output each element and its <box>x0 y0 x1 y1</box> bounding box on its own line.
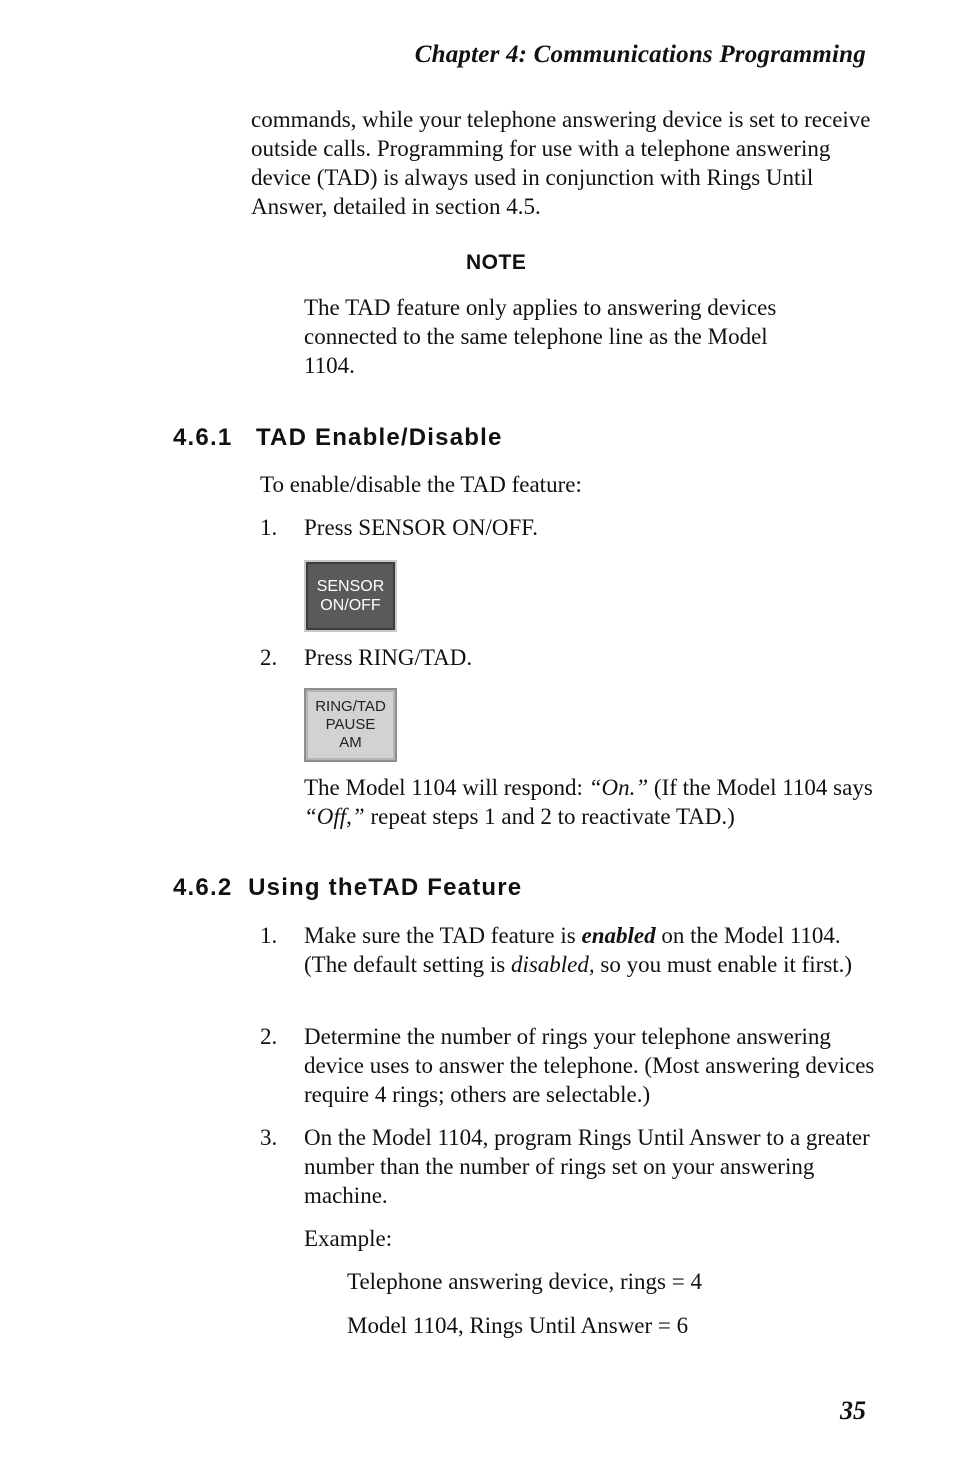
example-line-2: Model 1104, Rings Until Answer = 6 <box>347 1313 689 1338</box>
step-text-part: so you must enable it first.) <box>594 952 853 977</box>
using-step-3 <box>260 1123 875 1210</box>
step-text: Determine the number of rings your telephone answering device uses to answer the telephone. (Most answering devices require 4 rings; others are selectable.) <box>304 1024 875 1107</box>
example-label: Example: <box>304 1226 393 1251</box>
key-label: PAUSE <box>325 716 376 733</box>
step-2-ring-tad <box>260 643 875 672</box>
key-label: AM <box>339 734 362 751</box>
step-text: On the Model 1104, program Rings Until Answer to a greater number than the number of rings set on your answering machine. <box>304 1125 870 1208</box>
ring-tad-key <box>304 688 397 762</box>
step-number: 2. <box>260 1024 278 1049</box>
key-label: ON/OFF <box>320 597 381 614</box>
step-number: 2. <box>260 645 278 670</box>
chapter-header: Chapter 4: Communications Programming <box>414 41 866 68</box>
step-text-part: Make sure the TAD feature is <box>304 923 582 948</box>
section-heading-using-tad: 4.6.2 Using theTAD Feature <box>173 874 523 901</box>
key-label: RING/TAD <box>315 698 386 715</box>
response-on: “On.” <box>588 775 649 800</box>
key-label: SENSOR <box>316 578 385 595</box>
response-text: The Model 1104 will respond: <box>304 775 589 800</box>
response-off: “Off,” <box>304 804 365 829</box>
response-paragraph <box>304 773 874 831</box>
response-text: (If the Model 1104 says <box>648 775 873 800</box>
step-text <box>304 921 875 979</box>
response-text: repeat steps 1 and 2 to reactivate TAD.) <box>364 804 735 829</box>
emphasis-disabled: disabled, <box>510 952 595 977</box>
using-step-1 <box>260 921 875 979</box>
step-1-sensor <box>260 513 875 542</box>
example-line-1: Telephone answering device, rings = 4 <box>347 1269 702 1294</box>
step-number: 1. <box>260 515 278 540</box>
step-text: Press SENSOR ON/OFF. <box>304 515 538 540</box>
note-body: The TAD feature only applies to answering devices connected to the same telephone line as the Model 1104. <box>304 295 777 378</box>
section-heading-tad-enable: 4.6.1 TAD Enable/Disable <box>173 424 503 451</box>
note-title: NOTE <box>466 251 527 274</box>
step-text: Press RING/TAD. <box>304 645 473 670</box>
sensor-on-off-key <box>304 560 397 632</box>
page-number: 35 <box>840 1396 866 1425</box>
step-text-part: on the Model 1104. (The default setting is <box>304 923 841 977</box>
section1-lead: To enable/disable the TAD feature: <box>260 472 582 497</box>
emphasis-enabled: enabled <box>581 923 656 948</box>
intro-paragraph: commands, while your telephone answering device is set to receive outside calls. Programming for use with a telephone answering device (TAD) is always used in conjunction with Rings Until Answer, detailed in section 4.5. <box>251 107 871 219</box>
using-step-2 <box>260 1022 875 1109</box>
step-number: 3. <box>260 1125 278 1150</box>
step-number: 1. <box>260 923 278 948</box>
